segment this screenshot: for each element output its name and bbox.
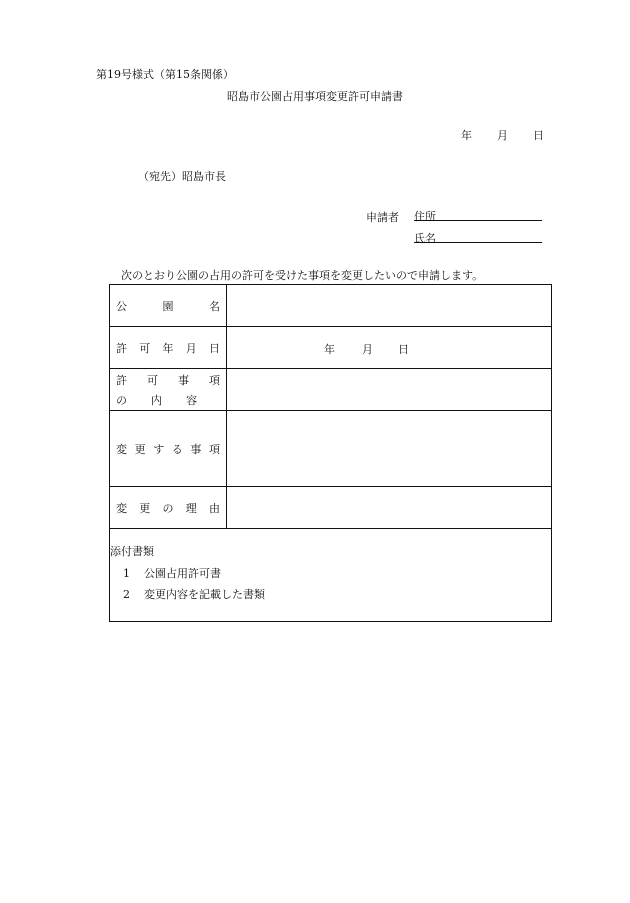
changed-items-value[interactable] — [227, 411, 552, 487]
date-year-label: 年 — [461, 129, 472, 142]
attachment-number: 1 — [123, 567, 130, 580]
address-label: 住所 — [414, 210, 436, 223]
name-label: 氏名 — [414, 232, 436, 245]
changed-items-label: 変 更 す る 事 項 — [110, 411, 227, 487]
date-month-label: 月 — [497, 129, 508, 142]
table-row-permit-date — [110, 327, 552, 369]
attachment-item — [110, 565, 551, 581]
intro-text: 次のとおり公園の占用の許可を受けた事項を変更したいので申請します。 — [121, 269, 484, 282]
applicant-address-field[interactable] — [414, 206, 542, 221]
form-number: 第19号様式（第15条関係） — [96, 68, 234, 81]
attachment-text: 公園占用許可書 — [144, 567, 221, 580]
change-reason-value[interactable] — [227, 487, 552, 529]
permit-year-label: 年 — [324, 343, 335, 356]
park-name-label: 公 園 名 — [110, 285, 227, 327]
permit-date-value[interactable] — [227, 327, 552, 369]
permit-content-value[interactable] — [227, 369, 552, 411]
table-row-permit-content — [110, 369, 552, 411]
table-row-attachments — [110, 529, 552, 622]
applicant-name-field[interactable] — [414, 228, 542, 243]
permit-day-label: 日 — [398, 343, 409, 356]
permit-date-label: 許 可 年 月 日 — [110, 327, 227, 369]
park-name-value[interactable] — [227, 285, 552, 327]
attachments-title: 添付書類 — [110, 545, 154, 558]
table-row-change-reason — [110, 487, 552, 529]
change-reason-label: 変 更 の 理 由 — [110, 487, 227, 529]
attachments-section — [110, 529, 552, 622]
attachment-number: 2 — [123, 588, 130, 601]
table-row-changed-items — [110, 411, 552, 487]
attachment-text: 変更内容を記載した書類 — [144, 588, 265, 601]
applicant-label: 申請者 — [366, 211, 399, 224]
application-table — [109, 284, 552, 622]
permit-month-label: 月 — [362, 343, 373, 356]
permit-content-label: 許 可 事 項 の 内 容 — [110, 369, 227, 411]
addressee: （宛先）昭島市長 — [138, 170, 226, 183]
attachment-item — [110, 586, 551, 602]
date-day-label: 日 — [533, 129, 544, 142]
document-title: 昭島市公園占用事項変更許可申請書 — [227, 90, 403, 103]
table-row-park-name — [110, 285, 552, 327]
